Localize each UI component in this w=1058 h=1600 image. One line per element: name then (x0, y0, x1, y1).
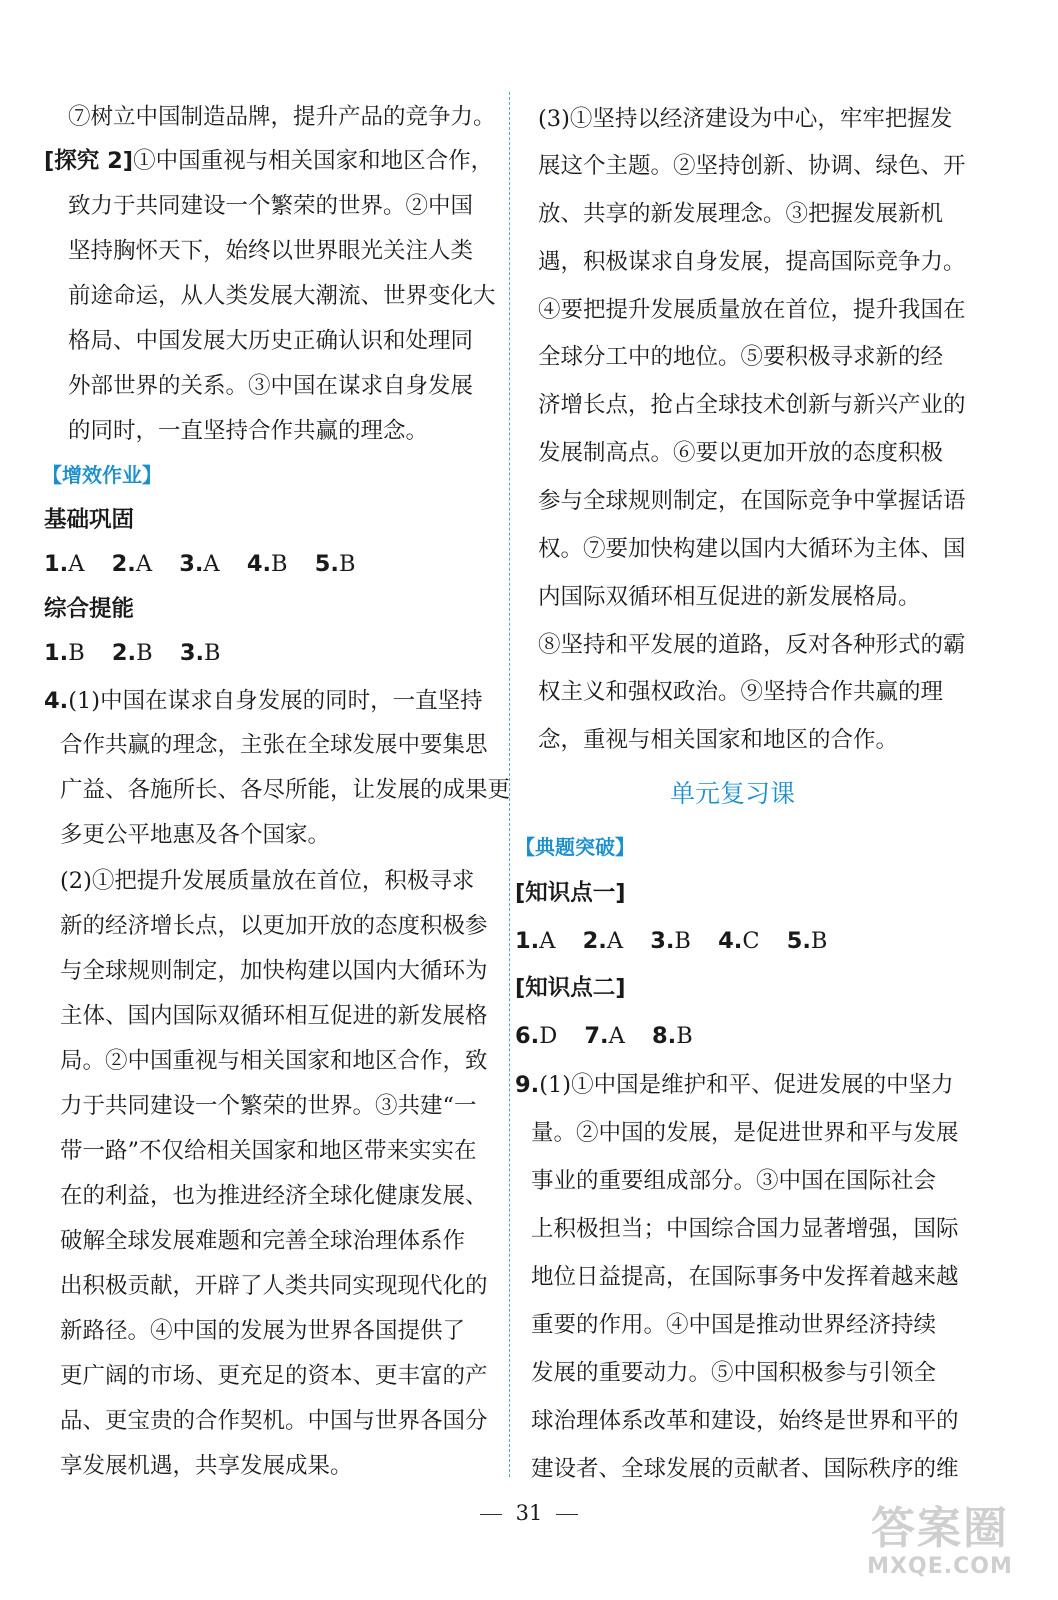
answer-item: 3.B (650, 928, 691, 954)
text-line: 念，重视与相关国家和地区的合作。 (538, 727, 899, 753)
comprehensive-answers (44, 638, 241, 668)
answer-item: 6.D (515, 1023, 558, 1049)
text-line: 格局、中国发展大历史正确认识和处理同 (68, 328, 474, 354)
text-line: 球治理体系改革和建设，始终是世界和平的 (531, 1408, 959, 1434)
text-line: 外部世界的关系。③中国在谋求自身发展 (68, 373, 474, 399)
text-line: 广益、各施所长、各尽所能，让发展的成果更 (60, 777, 511, 803)
text-line: 在的利益，也为推进经济全球化健康发展、 (60, 1183, 488, 1209)
text-line: 权。⑦要加快构建以国内大循环为主体、国 (538, 536, 966, 562)
text-line: 多更公平地惠及各个国家。 (60, 822, 331, 848)
watermark-line1: 答案圈 (871, 1503, 1009, 1554)
text-line: ⑧坚持和平发展的道路，反对各种形式的霸 (538, 632, 966, 658)
text-line: 权主义和强权政治。⑨坚持合作共赢的理 (538, 679, 944, 705)
text-line: 品、更宝贵的合作契机。中国与世界各国分 (60, 1408, 488, 1434)
text-line: 局。②中国重视与相关国家和地区合作，致 (60, 1048, 488, 1074)
text-line: 全球分工中的地位。⑤要积极寻求新的经 (538, 344, 944, 370)
text-line: (2)①把提升发展质量放在首位，积极寻求 (60, 868, 475, 894)
text-line: ⑦树立中国制造品牌，提升产品的竞争力。 (68, 104, 496, 130)
answer-item: 5.B (786, 928, 828, 954)
text-line: 致力于共同建设一个繁荣的世界。②中国 (68, 193, 474, 219)
watermark-logo (840, 1504, 1040, 1594)
text-line: 建设者、全球发展的贡献者、国际秩序的维 (531, 1456, 959, 1482)
comprehensive-heading: 综合提能 (44, 596, 135, 622)
knowledge-point-1: [知识点一] (515, 880, 626, 906)
unit-review-title: 单元复习课 (670, 779, 796, 808)
explore2-label: [探究 2] (44, 148, 134, 174)
basic-heading: 基础巩固 (44, 507, 135, 533)
text-line: 更广阔的市场、更充足的资本、更丰富的产 (60, 1363, 488, 1389)
text-line: 主体、国内国际双循环相互促进的新发展格 (60, 1003, 488, 1029)
text-line: 新的经济增长点，以更加开放的态度积极参 (60, 913, 488, 939)
watermark-line2: MXQE.COM (867, 1554, 1013, 1579)
answer-item: 2.A (582, 928, 624, 954)
section-tag-zengxiao: 【增效作业】 (42, 463, 162, 487)
q9-first-line: 9.(1)①中国是维护和平、促进发展的中坚力 (515, 1072, 954, 1098)
q9-number: 9. (515, 1072, 540, 1098)
answer-item: 4.C (718, 928, 760, 954)
text-line: 重要的作用。④中国是推动世界经济持续 (531, 1312, 937, 1338)
explore2-line (44, 146, 493, 176)
text-line: 量。②中国的发展，是促进世界和平与发展 (531, 1120, 959, 1146)
kp1-answers (515, 926, 847, 956)
answer-item: 3.B (179, 640, 221, 666)
text-line: 新路径。④中国的发展为世界各国提供了 (60, 1318, 466, 1344)
answer-item: 3.A (179, 551, 220, 577)
basic-answers (44, 549, 375, 579)
text-line: 享发展机遇，共享发展成果。 (60, 1453, 353, 1479)
text-line: 合作共赢的理念，主张在全球发展中要集思 (60, 732, 488, 758)
answer-item: 5.B (314, 551, 356, 577)
text-line: 遇，积极谋求自身发展，提高国际竞争力。 (538, 249, 966, 275)
text-line: 展这个主题。②坚持创新、协调、绿色、开 (538, 153, 966, 179)
text-line: 地位日益提高，在国际事务中发挥着越来越 (531, 1264, 959, 1290)
text-line: (3)①坚持以经济建设为中心，牢牢把握发 (538, 106, 953, 132)
text-line: 坚持胸怀天下，始终以世界眼光关注人类 (68, 238, 474, 264)
footer-dash-right (556, 1514, 578, 1515)
text-line: 放、共享的新发展理念。③把握发展新机 (538, 201, 944, 227)
answer-item: 8.B (652, 1023, 693, 1049)
text-line: 发展的重要动力。⑤中国积极参与引领全 (531, 1360, 937, 1386)
text-line: 破解全球发展难题和完善全球治理体系作 (60, 1228, 466, 1254)
text-line: 事业的重要组成部分。③中国在国际社会 (531, 1168, 937, 1194)
answer-item: 1.A (515, 928, 556, 954)
answer-item: 2.A (111, 551, 153, 577)
text-line: 济增长点，抢占全球技术创新与新兴产业的 (538, 392, 966, 418)
q4-first-line: 4.(1)中国在谋求自身发展的同时，一直坚持 (44, 688, 483, 714)
answer-item: 1.A (44, 551, 85, 577)
q4-number: 4. (44, 688, 69, 714)
text-line: 带一路”不仅给相关国家和地区带来实实在 (60, 1138, 477, 1164)
text-line: 的同时，一直坚持合作共赢的理念。 (68, 418, 429, 444)
text-line: ④要把提升发展质量放在首位，提升我国在 (538, 297, 966, 323)
answer-item: 4.B (246, 551, 288, 577)
text-line: 与全球规则制定，加快构建以国内大循环为 (60, 958, 488, 984)
page-number: 31 (515, 1501, 543, 1525)
answer-item: 2.B (111, 640, 153, 666)
footer-dash-left (480, 1514, 502, 1515)
kp2-answers (515, 1021, 713, 1051)
text-line: 力于共同建设一个繁荣的世界。③共建“一 (60, 1093, 477, 1119)
section-tag-dianti: 【典题突破】 (515, 835, 635, 859)
text-line: 参与全球规则制定，在国际竞争中掌握话语 (538, 488, 966, 514)
knowledge-point-2: [知识点二] (515, 975, 626, 1001)
text-line: 出积极贡献，开辟了人类共同实现现代化的 (60, 1273, 488, 1299)
explore2-text: ①中国重视与相关国家和地区合作， (133, 148, 494, 174)
text-line: 发展制高点。⑥要以更加开放的态度积极 (538, 440, 944, 466)
answer-item: 7.A (584, 1023, 625, 1049)
answer-item: 1.B (44, 640, 85, 666)
text-line: 上积极担当；中国综合国力显著增强，国际 (531, 1216, 959, 1242)
text-line: 前途命运，从人类发展大潮流、世界变化大 (68, 283, 496, 309)
text-line: 内国际双循环相互促进的新发展格局。 (538, 584, 921, 610)
